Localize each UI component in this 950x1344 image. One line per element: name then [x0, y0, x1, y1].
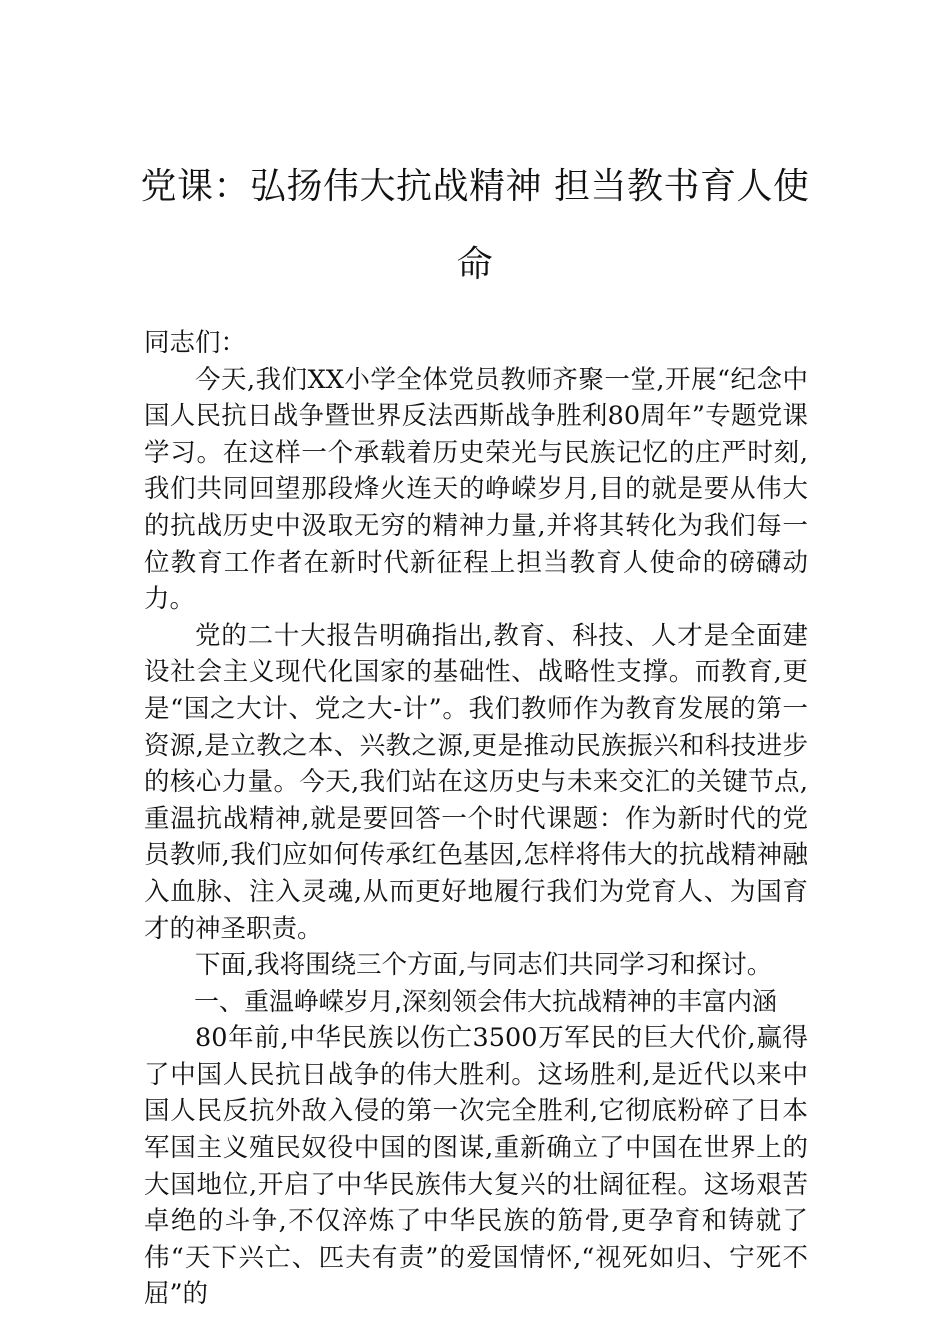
paragraph-opening: 今天,我们XX小学全体党员教师齐聚一堂,开展“纪念中国人民抗日战争暨世界反法西斯战争胜利80周年”专题党课学习。在这样一个承载着历史荣光与民族记忆的庄严时刻,我们共同回望那段烽火连天的峥嵘岁月,目的就是要从伟大的抗战历史中汲取无穷的精神力量,并将其转化为我们每一位教育工作者在新时代新征程上担当教育人使命的磅礴动力。 [144, 364, 808, 615]
document-title-line-1: 党课：弘扬伟大抗战精神 担当教书育人使 [140, 166, 810, 207]
section-heading-1: 一、重温峥嵘岁月,深刻领会伟大抗战精神的丰富内涵 [194, 986, 777, 1016]
document-title [130, 148, 820, 304]
paragraph-history: 80年前,中华民族以伤亡3500万军民的巨大代价,赢得了中国人民抗日战争的伟大胜利。这场胜利,是近代以来中国人民反抗外敌入侵的第一次完全胜利,它彻底粉碎了日本军国主义殖民奴役中国的图谋,重新确立了中国在世界上的大国地位,开启了中华民族伟大复兴的壮阔征程。这场艰苦卓绝的斗争,不仅淬炼了中华民族的筋骨,更孕育和铸就了伟“天下兴亡、匹夫有责”的爱国情怀,“视死如归、宁死不屈”的 [144, 1023, 808, 1310]
paragraph-education: 党的二十大报告明确指出,教育、科技、人才是全面建设社会主义现代化国家的基础性、战略性支撑。而教育,更是“国之大计、党之大-计”。我们教师作为教育发展的第一资源,是立教之本、兴教之源,更是推动民族振兴和科技进步的核心力量。今天,我们站在这历史与未来交汇的关键节点,重温抗战精神,就是要回答一个时代课题：作为新时代的党员教师,我们应如何传承红色基因,怎样将伟大的抗战精神融入血脉、注入灵魂,从而更好地履行我们为党育人、为国育才的神圣职责。 [144, 620, 808, 944]
document-body [144, 325, 808, 1313]
paragraph-outline: 下面,我将围绕三个方面,与同志们共同学习和探讨。 [195, 950, 773, 981]
salutation: 同志们： [144, 328, 247, 358]
document-title-line-2: 命 [456, 244, 494, 285]
